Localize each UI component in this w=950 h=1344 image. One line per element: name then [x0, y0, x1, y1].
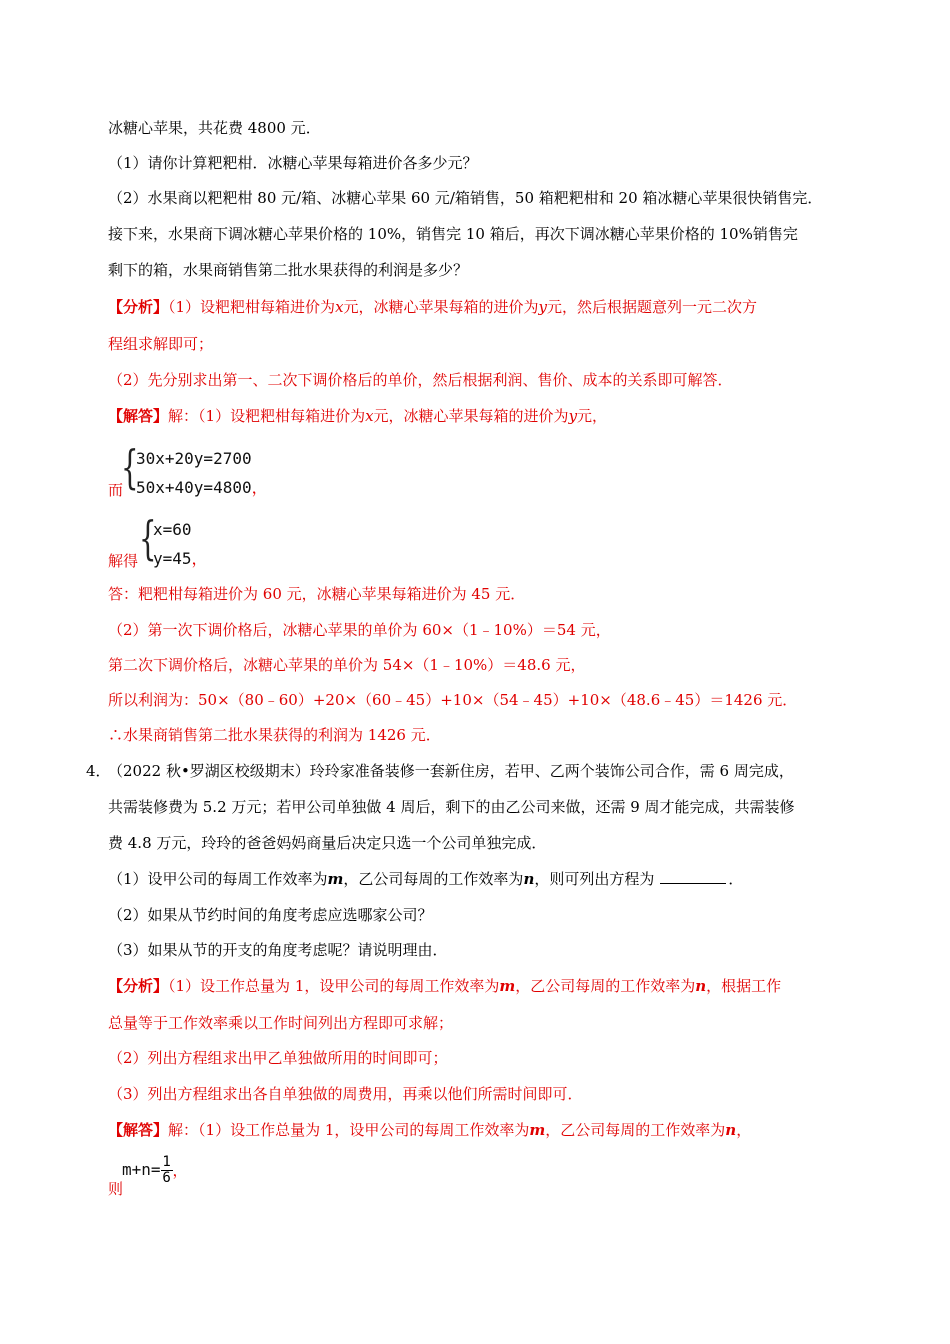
- problem4-number: 4．: [86, 762, 111, 780]
- solution-x: x=60: [153, 520, 192, 539]
- solution-y: y=45，: [153, 549, 208, 568]
- analysis-tag: 【分析】: [108, 298, 169, 316]
- problem4-solution-line1: 【解答】解：（1）设工作总量为 1，设甲公司的每周工作效率为m，乙公司每周的工作效率为n，: [108, 1121, 752, 1139]
- problem3-analysis-line1: 【分析】（1）设粑粑柑每箱进价为x元，冰糖心苹果每箱的进价为y元，然后根据题意列一元二次方: [108, 298, 758, 316]
- problem3-question-2-line1: （2）水果商以粑粑柑 80 元/箱、冰糖心苹果 60 元/箱销售，50 箱粑粑柑和 20 箱冰糖心苹果很快销售完．: [108, 189, 823, 207]
- problem3-question-2-line2: 接下来，水果商下调冰糖心苹果价格的 10%，销售完 10 箱后，再次下调冰糖心苹果价格的 10%销售完: [108, 225, 798, 243]
- answer-blank[interactable]: [660, 869, 726, 884]
- answer-tag: 【解答】: [108, 1121, 169, 1139]
- analysis-tag: 【分析】: [108, 977, 169, 995]
- problem3-solution-line1: 【解答】解：（1）设粑粑柑每箱进价为x元，冰糖心苹果每箱的进价为y元，: [108, 407, 608, 425]
- problem4-question-1: （1）设甲公司的每周工作效率为m，乙公司每周的工作效率为n，则可列出方程为 ．: [108, 870, 744, 888]
- problem3-conclusion: ∴水果商销售第二批水果获得的利润为 1426 元．: [108, 726, 441, 744]
- problem4-equation: m+n= $\frac{1}{6}$ ，: [122, 1153, 188, 1186]
- problem3-continued-text: 冰糖心苹果，共花费 4800 元．: [108, 119, 321, 137]
- equation-system-prefix: 而: [108, 481, 124, 499]
- fraction-one-sixth: $\frac{1}{6}$: [162, 1153, 171, 1186]
- problem3-step2-line3: 所以利润为：50×（80﹣60）+20×（60﹣45）+10×（54﹣45）+10×（48.6﹣45）＝1426 元．: [108, 691, 798, 709]
- problem3-question-1: （1）请你计算粑粑柑．冰糖心苹果每箱进价各多少元？: [108, 154, 478, 172]
- problem3-analysis-item2: （2）先分别求出第一、二次下调价格后的单价，然后根据利润、售价、成本的关系即可解答．: [108, 371, 733, 389]
- solution-brace: {: [139, 511, 157, 565]
- problem4-question-3: （3）如果从节的开支的角度考虑呢？请说明理由．: [108, 941, 448, 959]
- problem3-step2-line2: 第二次下调价格后，冰糖心苹果的单价为 54×（1﹣10%）＝48.6 元，: [108, 656, 586, 674]
- equation-1: 30x+20y=2700: [136, 449, 252, 468]
- problem3-step2-line1: （2）第一次下调价格后，冰糖心苹果的单价为 60×（1﹣10%）＝54 元，: [108, 621, 611, 639]
- answer-tag: 【解答】: [108, 407, 169, 425]
- problem3-analysis-line2: 程组求解即可；: [108, 335, 214, 353]
- equation-brace: {: [121, 440, 139, 494]
- problem3-answer-1: 答：粑粑柑每箱进价为 60 元，冰糖心苹果每箱进价为 45 元．: [108, 585, 526, 603]
- problem4-analysis-item2: （2）列出方程组求出甲乙单独做所用的时间即可；: [108, 1049, 448, 1067]
- problem4-stem-line1: （2022 秋•罗湖区校级期末）玲玲家准备装修一套新住房，若甲、乙两个装饰公司合作，需 6 周完成，: [108, 762, 794, 780]
- problem3-question-2-line3: 剩下的箱，水果商销售第二批水果获得的利润是多少？: [108, 261, 469, 279]
- problem4-question-2: （2）如果从节约时间的角度考虑应选哪家公司？: [108, 906, 433, 924]
- problem4-analysis-item3: （3）列出方程组求出各自单独做的周费用，再乘以他们所需时间即可．: [108, 1085, 583, 1103]
- solution-prefix: 解得: [108, 552, 139, 570]
- equation-2: 50x+40y=4800，: [136, 478, 268, 497]
- problem4-equation-prefix: 则: [108, 1180, 124, 1198]
- problem4-analysis-line1: 【分析】（1）设工作总量为 1，设甲公司的每周工作效率为m，乙公司每周的工作效率为n，根据工作: [108, 977, 782, 995]
- problem4-analysis-line2: 总量等于工作效率乘以工作时间列出方程即可求解；: [108, 1014, 454, 1032]
- problem4-stem-line3: 费 4.8 万元，玲玲的爸爸妈妈商量后决定只选一个公司单独完成．: [108, 834, 547, 852]
- problem4-stem-line2: 共需装修费为 5.2 万元；若甲公司单独做 4 周后，剩下的由乙公司来做，还需 9 周才能完成，共需装修: [108, 798, 795, 816]
